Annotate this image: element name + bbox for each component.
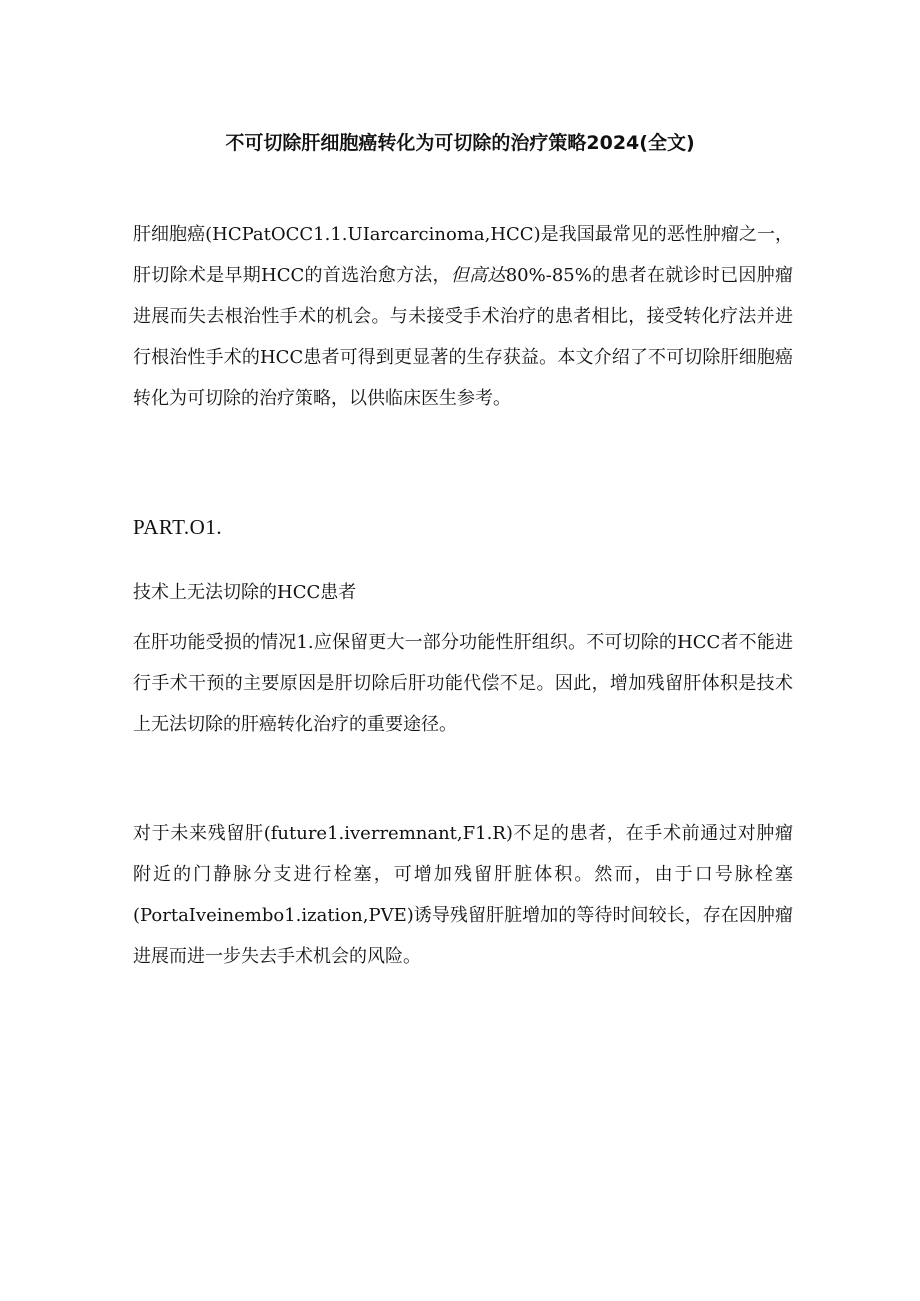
body-paragraph-2: 在肝功能受损的情况1.应保留更大一部分功能性肝组织。不可切除的HCC者不能进行手术干预的主要原因是肝切除后肝功能代偿不足。因此，增加残留肝体积是技术上无法切除的肝癌转化治疗的重要途径。 — [133, 632, 793, 735]
section-label: PART.O1. — [133, 515, 223, 539]
intro-text-italic: 但高达 — [450, 265, 506, 286]
intro-paragraph — [133, 214, 793, 419]
document-title: 不可切除肝细胞癌转化为可切除的治疗策略2024(全文) — [225, 132, 695, 154]
intro-text-a: 肝细胞癌(HCPatOCC1.1.UIarcarcinoma,HCC)是我国最常见的恶性肿瘤之一，肝切除术是早期HCC的首选治愈方法， — [133, 224, 793, 286]
section-heading: 技术上无法切除的HCC患者 — [133, 582, 357, 603]
body-paragraph-3: 对于未来残留肝(future1.iverremnant,F1.R)不足的患者，在手术前通过对肿瘤附近的门静脉分支进行栓塞，可增加残留肝脏体积。然而，由于口号脉栓塞(PortaIveinembo1.ization,PVE)诱导残留肝脏增加的等待时间较长，存在因肿瘤进展而进一步失去手术机会的风险。 — [133, 823, 793, 967]
intro-text-b: 80%-85%的患者在就诊时已因肿瘤进展而失去根治性手术的机会。与未接受手术治疗的患者相比，接受转化疗法并进行根治性手术的HCC患者可得到更显著的生存获益。本文介绍了不可切除肝细胞癌转化为可切除的治疗策略，以供临床医生参考。 — [133, 265, 793, 409]
